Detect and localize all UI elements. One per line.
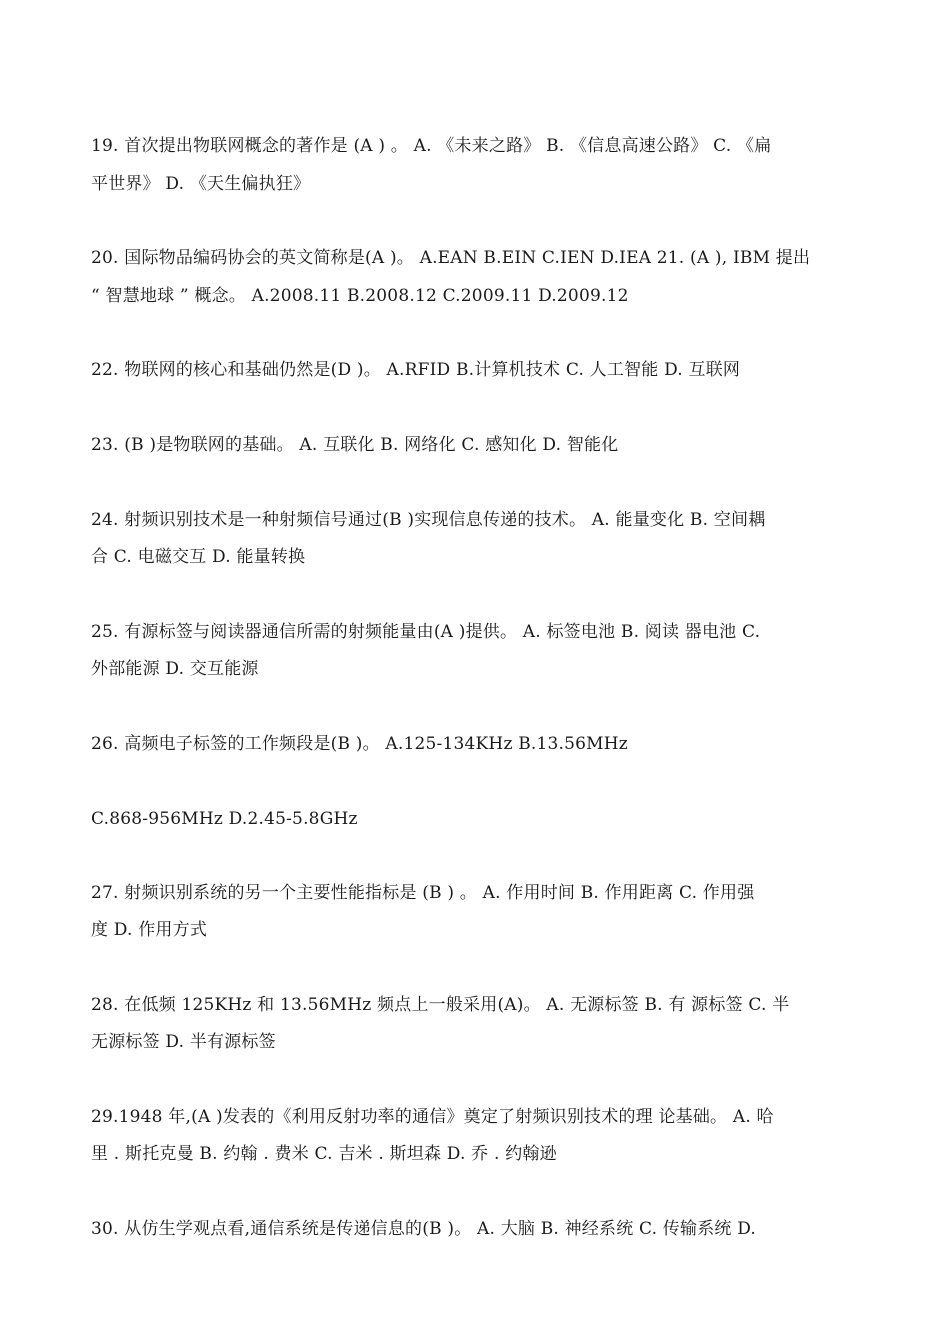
question-27-line-2: 度 D. 作用方式 [91, 920, 208, 940]
question-21-line-2: “ 智慧地球 ” 概念。 A.2008.11 B.2008.12 C.2009.11 D.2009.12 [91, 286, 629, 306]
question-22-line: 22. 物联网的核心和基础仍然是(D )。 A.RFID B.计算机技术 C. 人工智能 D. 互联网 [91, 360, 741, 380]
question-28-line-1: 28. 在低频 125KHz 和 13.56MHz 频点上一般采用(A)。 A. 无源标签 B. 有 源标签 C. 半 [91, 995, 790, 1015]
question-20-21-line-1: 20. 国际物品编码协会的英文简称是(A )。 A.EAN B.EIN C.IEN D.IEA 21. (A ), IBM 提出 [91, 248, 811, 268]
question-28-line-2: 无源标签 D. 半有源标签 [91, 1032, 276, 1052]
question-29-line-2: 里 . 斯托克曼 B. 约翰 . 费米 C. 吉米 . 斯坦森 D. 乔 . 约翰逊 [91, 1144, 557, 1164]
question-24-line-1: 24. 射频识别技术是一种射频信号通过(B )实现信息传递的技术。 A. 能量变化 B. 空间耦 [91, 510, 766, 530]
question-30-line-1: 30. 从仿生学观点看,通信系统是传递信息的(B )。 A. 大脑 B. 神经系统 C. 传输系统 D. [91, 1219, 757, 1239]
question-25-line-2: 外部能源 D. 交互能源 [91, 659, 259, 679]
question-19-line-2: 平世界》 D. 《天生偏执狂》 [91, 174, 311, 194]
question-29-line-1: 29.1948 年,(A )发表的《利用反射功率的通信》奠定了射频识别技术的理 论基础。 A. 哈 [91, 1107, 774, 1127]
question-25-line-1: 25. 有源标签与阅读器通信所需的射频能量由(A )提供。 A. 标签电池 B. 阅读 器电池 C. [91, 622, 761, 642]
question-26-line-2: C.868-956MHz D.2.45-5.8GHz [91, 809, 358, 829]
question-27-line-1: 27. 射频识别系统的另一个主要性能指标是 (B ) 。 A. 作用时间 B. 作用距离 C. 作用强 [91, 883, 755, 903]
question-24-line-2: 合 C. 电磁交互 D. 能量转换 [91, 547, 306, 567]
question-23-line: 23. (B )是物联网的基础。 A. 互联化 B. 网络化 C. 感知化 D. 智能化 [91, 435, 619, 455]
question-26-line-1: 26. 高频电子标签的工作频段是(B )。 A.125-134KHz B.13.56MHz [91, 734, 628, 754]
question-19-line-1: 19. 首次提出物联网概念的著作是 (A ) 。 A. 《未来之路》 B. 《信息高速公路》 C. 《扁 [91, 136, 772, 156]
